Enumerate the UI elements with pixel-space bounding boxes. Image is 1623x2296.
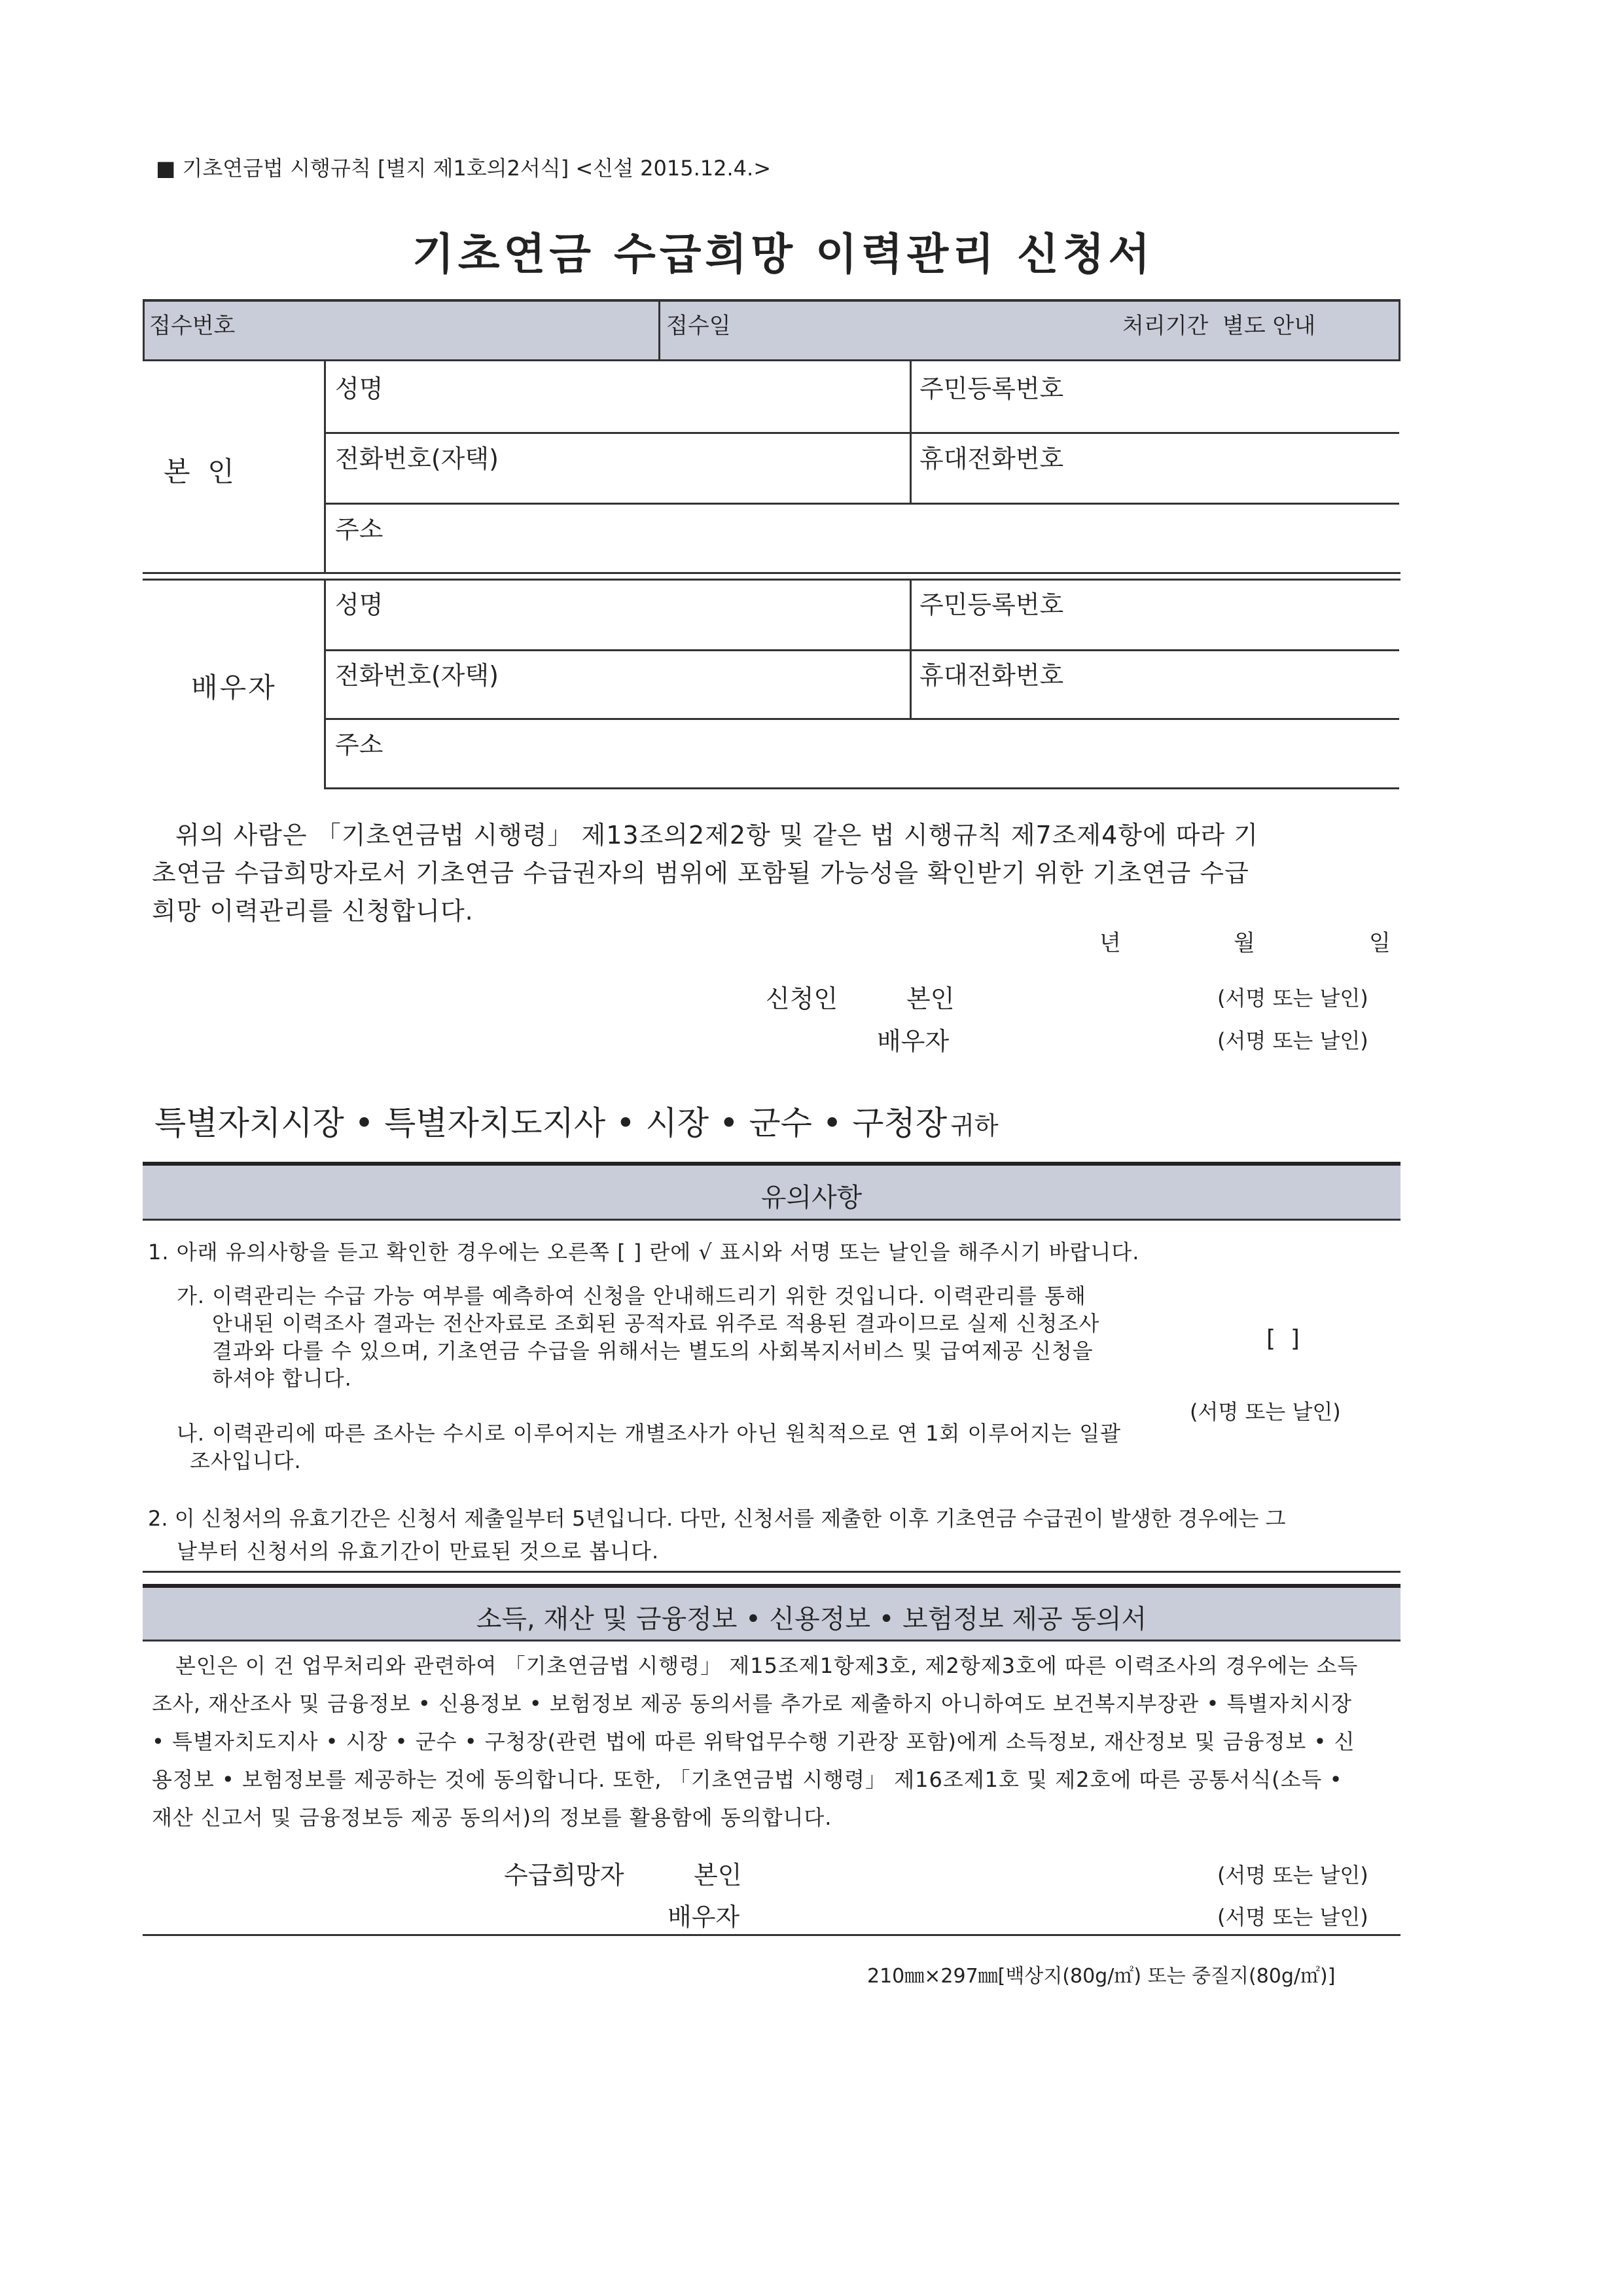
date-month-label: 월 xyxy=(1234,930,1255,956)
consent-line-3: • 특별자치도지사 • 시장 • 군수 • 구청장(관련 법에 따른 위탁업무수행 기관장 포함)에게 소득정보, 재산정보 및 금융정보 • 신 xyxy=(152,1729,1355,1754)
applicant-mobile-label: 휴대전화번호 xyxy=(919,444,1064,473)
consent-self-sign: (서명 또는 날인) xyxy=(1217,1863,1368,1888)
applicant-section-label: 본 인 xyxy=(164,456,234,488)
regulation-text: 기초연금법 시행규칙 [별지 제1호의2서식] <신설 2015.12.4.> xyxy=(182,156,772,181)
signature-self-label: 본인 xyxy=(906,984,955,1013)
hopeful-recipient-label: 수급희망자 xyxy=(504,1861,624,1890)
declaration-line-3: 희망 이력관리를 신청합니다. xyxy=(152,897,474,925)
notice-sign-label: (서명 또는 날인) xyxy=(1190,1399,1341,1424)
date-year-label: 년 xyxy=(1099,930,1121,956)
consent-line-1: 본인은 이 건 업무처리와 관련하여 「기초연금법 시행령」 제15조제1항제3호, 제2항제3호에 따른 이력조사의 경우에는 소득 xyxy=(175,1653,1359,1678)
spouse-section-label: 배우자 xyxy=(191,672,277,704)
consent-heading: 소득, 재산 및 금융정보 • 신용정보 • 보험정보 제공 동의서 xyxy=(476,1604,1147,1634)
processing-period-label: 처리기간 별도 안내 xyxy=(1122,313,1316,339)
notice-heading: 유의사항 xyxy=(760,1183,863,1213)
consent-line-5: 재산 신고서 및 금융정보등 제공 동의서)의 정보를 활용함에 동의합니다. xyxy=(152,1805,832,1830)
recipient-authorities: 특별자치시장 • 특별자치도지사 • 시장 • 군수 • 구청장 xyxy=(154,1104,948,1142)
notice-item-1: 1. 아래 유의사항을 듣고 확인한 경우에는 오른쪽 [ ] 란에 √ 표시와 서명 또는 날인을 해주시기 바랍니다. xyxy=(148,1240,1140,1265)
spouse-name-label: 성명 xyxy=(335,590,383,619)
receipt-number-label: 접수번호 xyxy=(149,313,236,339)
notice-na-line-1: 나. 이력관리에 따른 조사는 수시로 이루어지는 개별조사가 아닌 원칙적으로 연 1회 이루어지는 일괄 xyxy=(177,1421,1122,1446)
declaration-line-2: 초연금 수급희망자로서 기초연금 수급권자의 범위에 포함될 가능성을 확인받기 위한 기초연금 수급 xyxy=(152,859,1249,888)
signature-spouse-sign: (서명 또는 날인) xyxy=(1217,1028,1368,1053)
signature-spouse-label: 배우자 xyxy=(877,1027,950,1056)
consent-self-label: 본인 xyxy=(694,1861,742,1890)
applicant-label: 신청인 xyxy=(766,984,838,1013)
regulation-header xyxy=(156,152,771,182)
notice-na-line-2: 조사입니다. xyxy=(190,1448,302,1473)
spouse-rrn-label: 주민등록번호 xyxy=(919,590,1064,619)
spouse-home-phone-label: 전화번호(자택) xyxy=(335,661,499,690)
notice-item-2-line-2: 날부터 신청서의 유효기간이 만료된 것으로 봅니다. xyxy=(177,1539,660,1564)
consent-spouse-sign: (서명 또는 날인) xyxy=(1217,1905,1368,1929)
signature-self-sign: (서명 또는 날인) xyxy=(1217,986,1368,1011)
recipient-line xyxy=(154,1097,999,1144)
notice-ga-line-4: 하셔야 합니다. xyxy=(212,1366,352,1391)
page-title: 기초연금 수급희망 이력관리 신청서 xyxy=(412,229,1154,279)
square-marker-icon: ■ xyxy=(156,156,176,181)
date-day-label: 일 xyxy=(1369,930,1391,956)
spouse-mobile-label: 휴대전화번호 xyxy=(919,661,1064,690)
recipient-suffix: 귀하 xyxy=(950,1111,999,1140)
confirm-checkbox[interactable]: [ ] xyxy=(1266,1325,1300,1352)
applicant-name-label: 성명 xyxy=(335,374,383,403)
consent-line-4: 용정보 • 보험정보를 제공하는 것에 동의합니다. 또한, 「기초연금법 시행령」 제16조제1호 및 제2호에 따른 공통서식(소득 • xyxy=(152,1767,1343,1792)
notice-ga-line-1: 가. 이력관리는 수급 가능 여부를 예측하여 신청을 안내해드리기 위한 것입니다. 이력관리를 통해 xyxy=(177,1283,1086,1308)
receipt-date-label: 접수일 xyxy=(666,313,731,339)
notice-ga-line-3: 결과와 다를 수 있으며, 기초연금 수급을 위해서는 별도의 사회복지서비스 및 급여제공 신청을 xyxy=(212,1338,1094,1363)
notice-ga-line-2: 안내된 이력조사 결과는 전산자료로 조회된 공적자료 위주로 적용된 결과이므로 실제 신청조사 xyxy=(212,1311,1100,1336)
consent-line-2: 조사, 재산조사 및 금융정보 • 신용정보 • 보험정보 제공 동의서를 추가로 제출하지 아니하여도 보건복지부장관 • 특별자치시장 xyxy=(152,1691,1352,1716)
notice-item-2-line-1: 2. 이 신청서의 유효기간은 신청서 제출일부터 5년입니다. 다만, 신청서를 제출한 이후 기초연금 수급권이 발생한 경우에는 그 xyxy=(148,1506,1286,1531)
paper-spec: 210㎜×297㎜[백상지(80g/㎡) 또는 중질지(80g/㎡)] xyxy=(867,1965,1336,1988)
declaration-line-1: 위의 사람은 「기초연금법 시행령」 제13조의2제2항 및 같은 법 시행규칙 제7조제4항에 따라 기 xyxy=(175,821,1259,850)
spouse-address-label: 주소 xyxy=(335,730,383,759)
consent-spouse-label: 배우자 xyxy=(668,1903,740,1931)
applicant-address-label: 주소 xyxy=(335,515,383,544)
applicant-home-phone-label: 전화번호(자택) xyxy=(335,444,499,473)
applicant-rrn-label: 주민등록번호 xyxy=(919,374,1064,403)
